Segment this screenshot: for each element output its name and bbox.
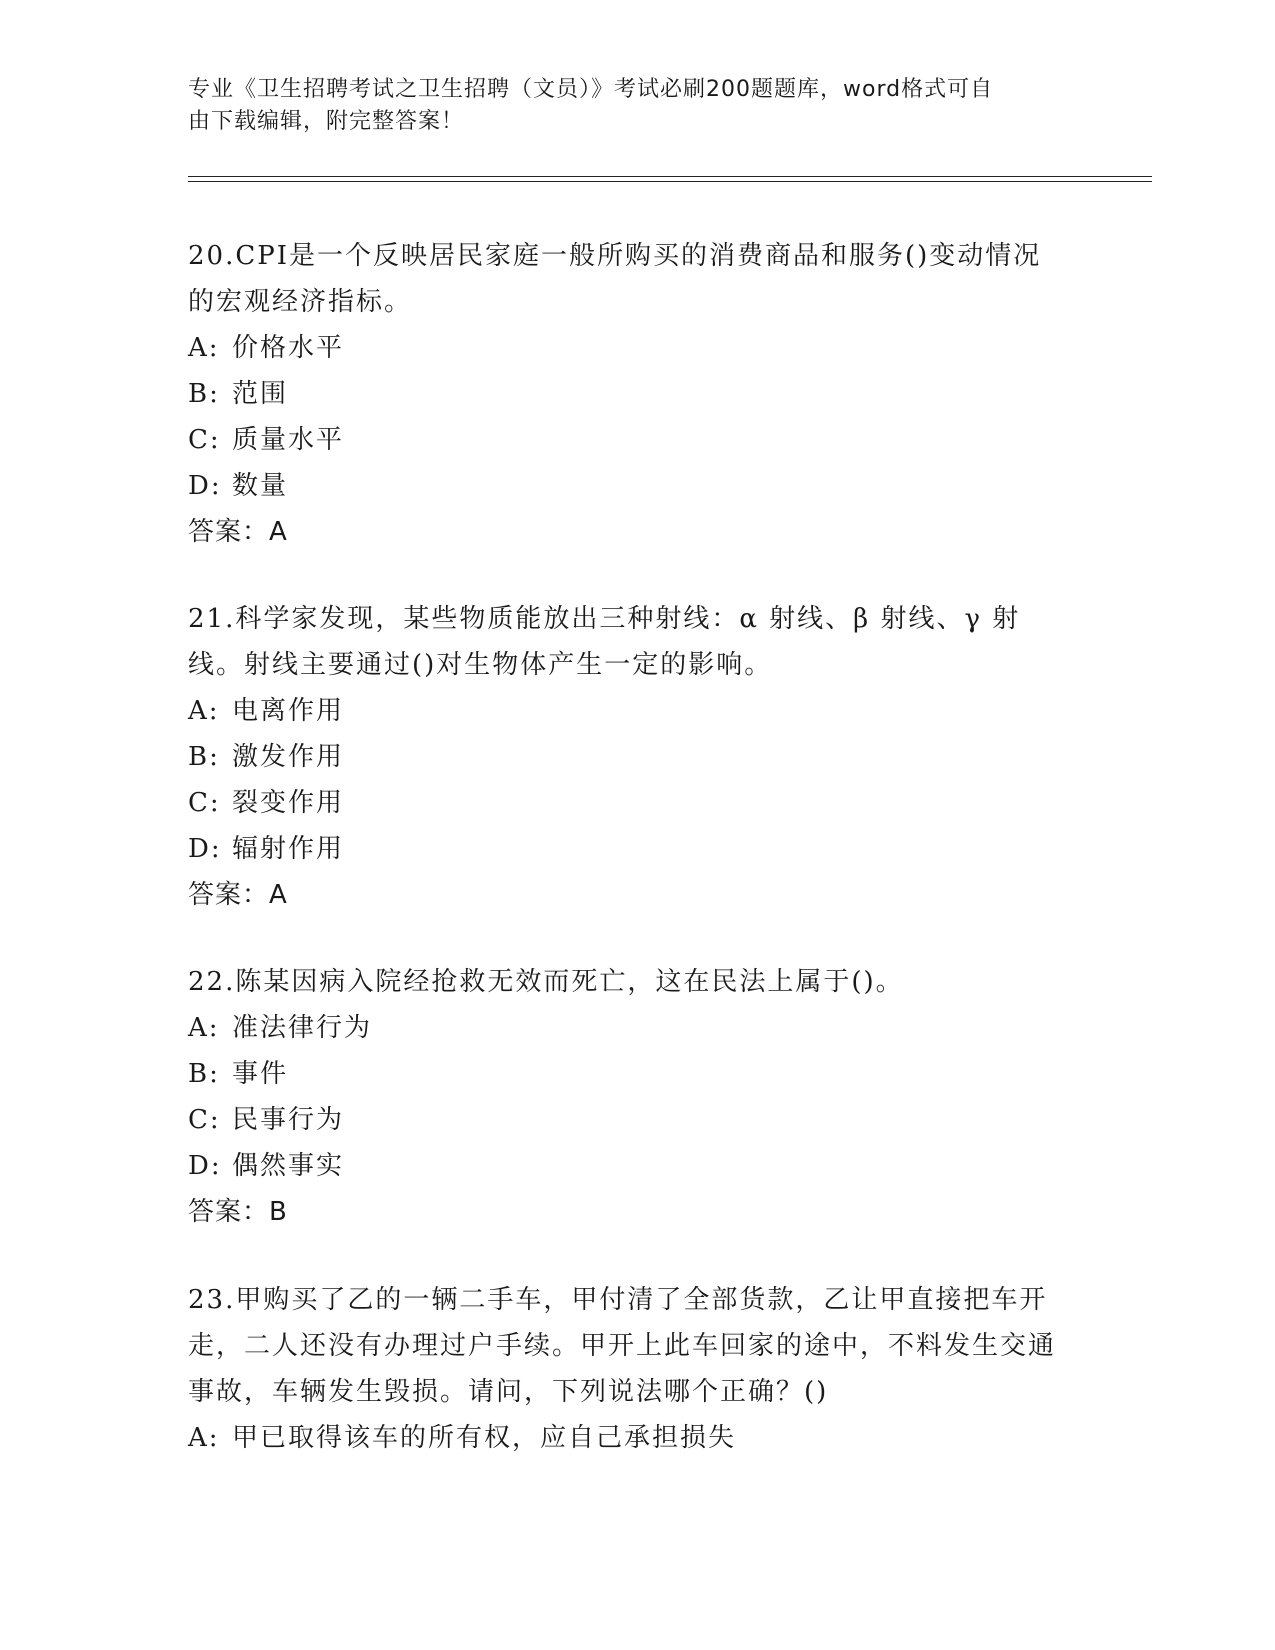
option-key: A: xyxy=(188,1013,220,1043)
option-key: D: xyxy=(188,834,222,864)
option-b xyxy=(188,371,1068,417)
option-a xyxy=(188,1415,1068,1461)
answer-value: A xyxy=(269,517,288,547)
option-b xyxy=(188,734,1068,780)
question-stem: 21.科学家发现，某些物质能放出三种射线：α 射线、β 射线、γ 射线。射线主要通过()对生物体产生一定的影响。 xyxy=(188,604,1021,680)
option-key: B: xyxy=(188,379,220,409)
answer-value: B xyxy=(269,1197,288,1227)
intro-line-2: 由下载编辑，附完整答案！ xyxy=(188,109,465,134)
question-stem: 23.甲购买了乙的一辆二手车，甲付清了全部货款，乙让甲直接把车开走，二人还没有办理过户手续。甲开上此车回家的途中，不料发生交通事故，车辆发生毁损。请问，下列说法哪个正确？() xyxy=(188,1285,1057,1407)
option-key: A: xyxy=(188,1423,220,1453)
option-text: 电离作用 xyxy=(232,696,345,726)
option-d xyxy=(188,1143,1068,1189)
option-text: 准法律行为 xyxy=(232,1013,373,1043)
answer-label: 答案： xyxy=(188,517,270,547)
option-a xyxy=(188,688,1068,734)
option-d xyxy=(188,463,1068,509)
option-c xyxy=(188,417,1068,463)
answer-line xyxy=(188,509,1068,555)
option-text: 裂变作用 xyxy=(232,788,345,818)
answer-label: 答案： xyxy=(188,880,270,910)
option-key: C: xyxy=(188,425,221,455)
option-text: 数量 xyxy=(232,471,289,501)
header-divider-bottom xyxy=(188,181,1152,182)
option-text: 价格水平 xyxy=(232,333,345,363)
answer-value: A xyxy=(269,880,288,910)
option-key: B: xyxy=(188,1059,220,1089)
answer-line xyxy=(188,1189,1068,1235)
intro-line-1: 专业《卫生招聘考试之卫生招聘（文员）》考试必刷200题题库，word格式可自 xyxy=(188,77,994,102)
option-text: 偶然事实 xyxy=(232,1151,345,1181)
option-key: D: xyxy=(188,471,222,501)
option-text: 民事行为 xyxy=(232,1105,345,1135)
option-text: 质量水平 xyxy=(232,425,345,455)
question-stem: 20.CPI是一个反映居民家庭一般所购买的消费商品和服务()变动情况的宏观经济指标。 xyxy=(188,241,1042,317)
option-text: 激发作用 xyxy=(232,742,345,772)
option-key: C: xyxy=(188,1105,221,1135)
option-key: B: xyxy=(188,742,220,772)
option-a xyxy=(188,1005,1068,1051)
question-21 xyxy=(188,596,1068,918)
option-c xyxy=(188,780,1068,826)
question-stem: 22.陈某因病入院经抢救无效而死亡，这在民法上属于()。 xyxy=(188,967,904,997)
option-key: A: xyxy=(188,333,220,363)
option-c xyxy=(188,1097,1068,1143)
option-text: 甲已取得该车的所有权，应自己承担损失 xyxy=(232,1423,737,1453)
option-b xyxy=(188,1051,1068,1097)
header-divider-top xyxy=(188,176,1152,177)
question-23 xyxy=(188,1277,1068,1461)
option-text: 辐射作用 xyxy=(232,834,345,864)
answer-label: 答案： xyxy=(188,1197,270,1227)
option-key: C: xyxy=(188,788,221,818)
answer-line xyxy=(188,872,1068,918)
option-text: 事件 xyxy=(232,1059,289,1089)
document-intro xyxy=(188,74,1068,138)
option-d xyxy=(188,826,1068,872)
option-a xyxy=(188,325,1068,371)
question-22 xyxy=(188,959,1068,1235)
option-key: A: xyxy=(188,696,220,726)
option-text: 范围 xyxy=(232,379,289,409)
question-20 xyxy=(188,233,1068,555)
option-key: D: xyxy=(188,1151,222,1181)
